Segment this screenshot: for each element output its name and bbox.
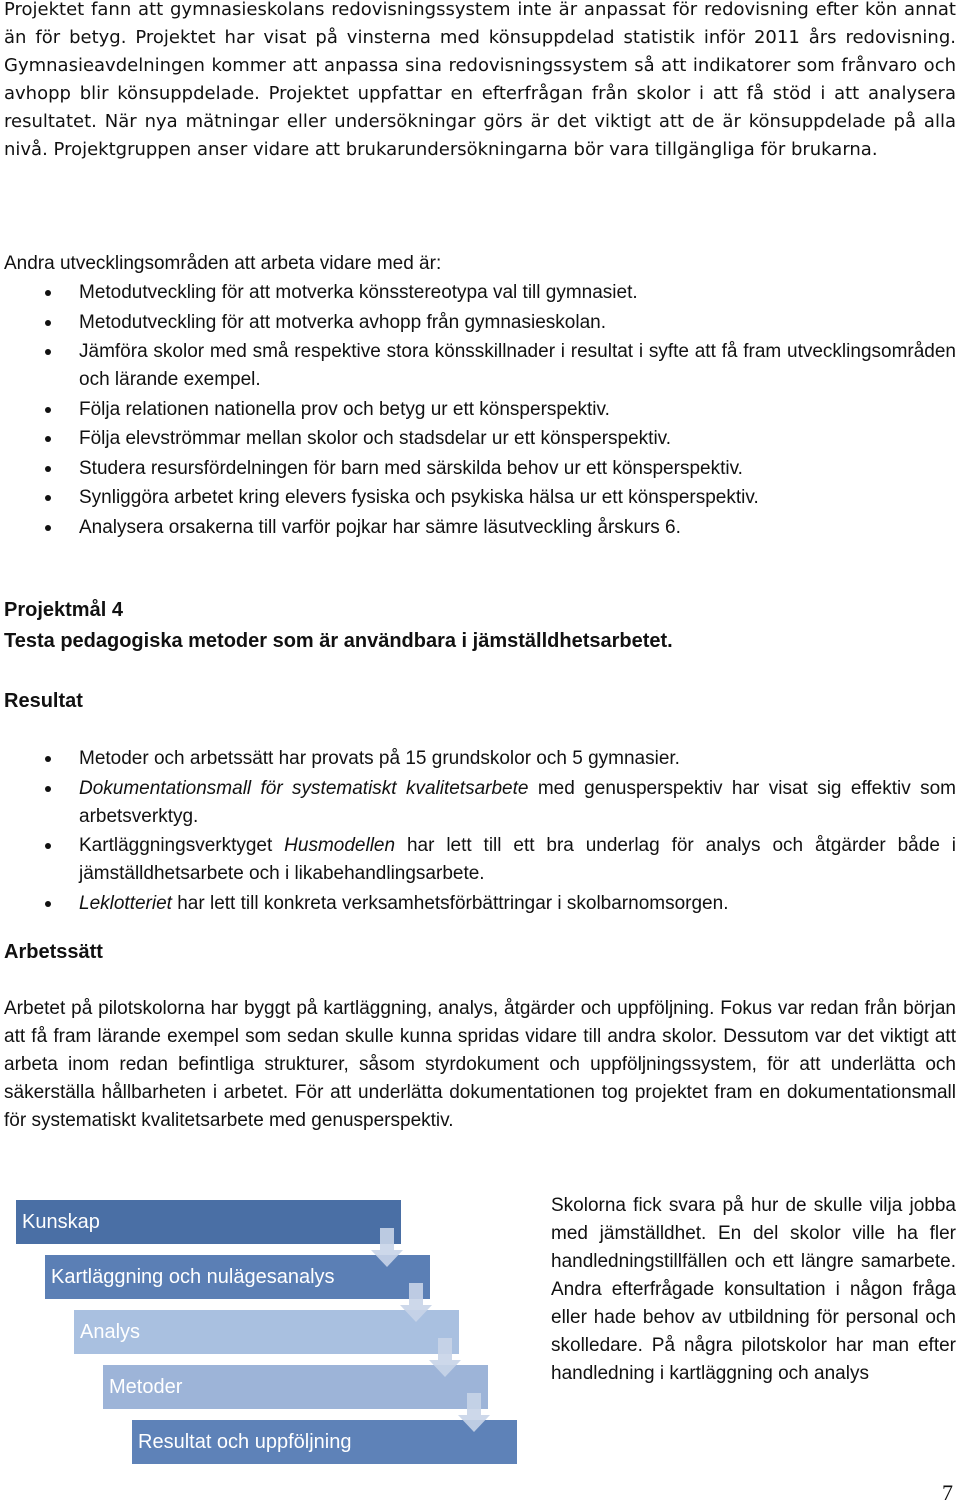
result-list — [0, 745, 956, 918]
process-step-metoder: Metoder — [103, 1365, 488, 1409]
development-intro: Andra utvecklingsområden att arbeta vidare med är: — [4, 253, 442, 274]
method-paragraph: Arbetet på pilotskolorna har byggt på kartläggning, analys, åtgärder och uppföljning. Fokus var redan från början att få fram lärande exempel som sedan skulle kunna spridas vidare till andra skolor. Dessutom var det viktigt att arbeta inom redan befintliga strukturer, såsom styrdokument och uppföljningssystem, för att underlätta och säkerställa hållbarheten i arbetet. För att underlätta dokumentationen tog projektet fram en dokumentationsmall för systematiskt kvalitetsarbete med genusperspektiv. — [4, 998, 956, 1131]
arrow-down-icon — [428, 1338, 462, 1378]
list-item: Jämföra skolor med små respektive stora könsskillnader i resultat i syfte att få fram utvecklingsområden och lärande exempel. — [0, 338, 956, 394]
bullet-icon — [45, 466, 51, 472]
bullet-icon — [45, 843, 51, 849]
process-step-kunskap: Kunskap — [16, 1200, 401, 1244]
bullet-icon — [45, 407, 51, 413]
bullet-icon — [45, 290, 51, 296]
process-step-resultat: Resultat och uppföljning — [132, 1420, 517, 1464]
bullet-icon — [45, 436, 51, 442]
bullet-icon — [45, 320, 51, 326]
list-item: Synliggöra arbetet kring elevers fysiska och psykiska hälsa ur ett könsperspektiv. — [0, 484, 956, 512]
process-step-kartlaggning: Kartläggning och nulägesanalys — [45, 1255, 430, 1299]
process-step-analys: Analys — [74, 1310, 459, 1354]
bullet-icon — [45, 786, 51, 792]
list-item: Följa relationen nationella prov och betyg ur ett könsperspektiv. — [0, 396, 956, 424]
goal-subheading: Testa pedagogiska metoder som är användbara i jämställdhetsarbetet. — [4, 630, 673, 652]
bullet-icon — [45, 495, 51, 501]
list-item: Metodutveckling för att motverka avhopp från gymnasieskolan. — [0, 309, 956, 337]
arrow-down-icon — [370, 1228, 404, 1268]
bullet-icon — [45, 756, 51, 762]
result-heading: Resultat — [4, 690, 83, 712]
bullet-icon — [45, 901, 51, 907]
side-paragraph: Skolorna fick svara på hur de skulle vilja jobba med jämställdhet. En del skolor ville ha fler handledningstillfällen och ett längre samarbete. Andra efterfrågade konsultation i någon fråga eller hade behov av utbildning för personal och skolledare. På några pilotskolor har man efter handledning i kartläggning och analys — [551, 1195, 956, 1384]
page-number: 7 — [942, 1480, 953, 1505]
list-item: Kartläggningsverktyget Husmodellen har lett till ett bra underlag för analys och åtgärder både i jämställdhetsarbete och i likabehandlingsarbete. — [0, 832, 956, 888]
arrow-down-icon — [457, 1393, 491, 1433]
bullet-icon — [45, 525, 51, 531]
list-item: Följa elevströmmar mellan skolor och stadsdelar ur ett könsperspektiv. — [0, 425, 956, 453]
list-item: Analysera orsakerna till varför pojkar har sämre läsutveckling årskurs 6. — [0, 514, 956, 542]
method-heading: Arbetssätt — [4, 941, 103, 963]
list-item: Metoder och arbetssätt har provats på 15 grundskolor och 5 gymnasier. — [0, 745, 956, 773]
goal-heading: Projektmål 4 — [4, 599, 123, 621]
intro-paragraph: Projektet fann att gymnasieskolans redovisningssystem inte är anpassat för redovisning efter kön annat än för betyg. Projektet har visat på vinsterna med könsuppdelad statistik inför 2011 års redovisning. Gymnasieavdelningen kommer att anpassa sina redovisningssystem så att indikatorer som frånvaro och avhopp blir könsuppdelade. Projektet uppfattar en efterfrågan från skolor i att få stöd i att analysera resultatet. När nya mätningar eller undersökningar görs är det viktigt att de är könsuppdelade på alla nivå. Projektgruppen anser vidare att brukarundersökningarna bör vara tillgängliga för brukarna. — [4, 0, 956, 160]
development-list — [0, 279, 956, 542]
bullet-icon — [45, 349, 51, 355]
list-item: Metodutveckling för att motverka könsstereotypa val till gymnasiet. — [0, 279, 956, 307]
arrow-down-icon — [399, 1283, 433, 1323]
list-item: Studera resursfördelningen för barn med särskilda behov ur ett könsperspektiv. — [0, 455, 956, 483]
list-item: Leklotteriet har lett till konkreta verksamhetsförbättringar i skolbarnomsorgen. — [0, 890, 956, 918]
list-item: Dokumentationsmall för systematiskt kvalitetsarbete med genusperspektiv har visat sig effektiv som arbetsverktyg. — [0, 775, 956, 831]
